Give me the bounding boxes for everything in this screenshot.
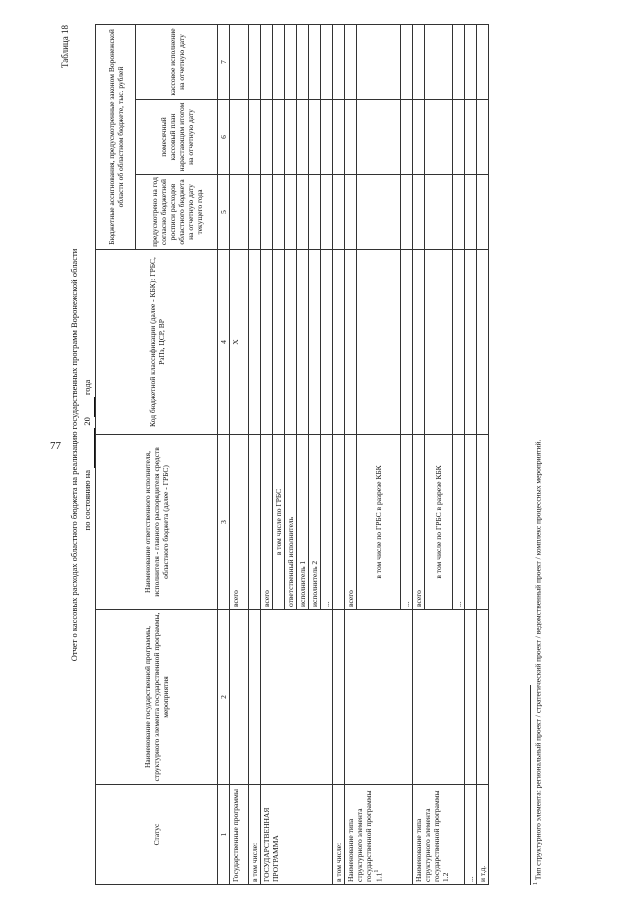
page-number: 77 [50,440,61,452]
executor-cell: в том числе по ГРБС [273,435,285,610]
value-cell [261,100,273,175]
name-cell [477,610,489,785]
kbk-cell [297,250,309,435]
status-cell: и т.д. [477,785,489,885]
footnote-ref: 1 [374,869,380,873]
value-cell [357,25,401,100]
value-cell [425,25,453,100]
value-cell [309,25,321,100]
executor-cell: ответственный исполнитель [285,435,297,610]
footnote [533,440,543,885]
status-cell: ГОСУДАРСТВЕННАЯ ПРОГРАММА [261,785,333,885]
value-cell [261,25,273,100]
executor-cell: всего [261,435,273,610]
header-kbk: Код бюджетной классификации (далее - КБК): ГРБС, РзПз, ЦСР, ВР [96,250,218,435]
value-cell [413,25,425,100]
status-cell: Государственные программы [230,785,249,885]
name-cell [261,610,333,785]
header-name: Наименование государственной программы, структурного элемента государственной программы, мероприятия [96,610,218,785]
footnote-mark: 1 [533,882,539,885]
report-title [68,15,95,895]
value-cell [357,100,401,175]
name-cell [230,610,249,785]
header-col6: помесячный кассовый план нарастающим итогом на отчетную дату [136,100,218,175]
kbk-cell [413,250,425,435]
kbk-cell [401,250,413,435]
title-suffix: года [82,379,92,396]
title-line-1: Отчет о кассовых расходах областного бюджета на реализацию государственных программ Воронежской области [69,248,79,662]
status-cell: в том числе: [249,785,261,885]
footnote-text: Тип структурного элемента: региональный проект / стратегический проект / ведомственный проект / комплекс процессных мероприятий. [533,439,543,881]
kbk-cell [273,250,285,435]
value-cell [333,175,345,250]
value-cell [465,100,477,175]
kbk-cell [261,250,273,435]
value-cell [321,175,333,250]
year-blank [81,397,95,417]
header-status: Статус [96,785,218,885]
value-cell [453,100,465,175]
value-cell [321,25,333,100]
value-cell [249,25,261,100]
status-cell: ... [465,785,477,885]
value-cell [413,175,425,250]
value-cell [273,25,285,100]
executor-cell: всего [230,435,249,610]
col-num-2: 2 [218,610,230,785]
kbk-cell: X [230,250,249,435]
value-cell [285,175,297,250]
value-cell [425,175,453,250]
value-cell [453,175,465,250]
header-col5: предусмотрено на год согласно бюджетной росписи расходов областного бюджета на отчетную дату текущего года [136,175,218,250]
executor-cell [249,435,261,610]
kbk-cell [453,250,465,435]
value-cell [477,175,489,250]
table-number: Таблица 18 [60,25,70,68]
header-budget: Бюджетные ассигнования, предусмотренные законом Воронежской области об областном бюджете, тыс. рублей [96,25,136,250]
table-row [465,25,477,885]
value-cell [285,100,297,175]
kbk-cell [333,250,345,435]
value-cell [401,175,413,250]
value-cell [333,100,345,175]
report-table [95,24,489,885]
executor-cell [477,435,489,610]
kbk-cell [321,250,333,435]
kbk-cell [425,250,453,435]
value-cell [261,175,273,250]
value-cell [249,175,261,250]
kbk-cell [357,250,401,435]
title-year: 20 [82,417,92,426]
value-cell [425,100,453,175]
executor-cell: ... [401,435,413,610]
value-cell [309,175,321,250]
executor-cell: исполнитель 1 [297,435,309,610]
value-cell [401,100,413,175]
footnote-divider [530,685,531,885]
kbk-cell [309,250,321,435]
executor-cell [465,435,477,610]
value-cell [345,25,357,100]
date-blank [81,428,95,468]
value-cell [249,100,261,175]
executor-cell: исполнитель 2 [309,435,321,610]
name-cell [333,610,345,785]
value-cell [230,175,249,250]
rotated-document [60,15,560,895]
executor-cell: ... [321,435,333,610]
executor-cell [333,435,345,610]
value-cell [285,25,297,100]
executor-cell: всего [345,435,357,610]
col-num-5: 5 [218,175,230,250]
table-row [230,25,249,885]
header-row [96,25,136,885]
value-cell [357,175,401,250]
kbk-cell [477,250,489,435]
col-num-1: 1 [218,785,230,885]
header-executor: Наименование ответственного исполнителя, исполнителя - главного распорядителя средств областного бюджета (далее - ГРБС) [96,435,218,610]
table-row [333,25,345,885]
table-row [249,25,261,885]
name-cell [413,610,465,785]
value-cell [465,175,477,250]
kbk-cell [249,250,261,435]
value-cell [345,175,357,250]
value-cell [297,25,309,100]
status-text: Наименование типа структурного элемента государственной программы 1.1 [346,790,384,882]
executor-cell: ... [453,435,465,610]
value-cell [465,25,477,100]
value-cell [413,100,425,175]
table-row [345,25,357,885]
col-num-6: 6 [218,100,230,175]
value-cell [345,100,357,175]
value-cell [230,25,249,100]
status-cell [345,785,413,885]
header-col7: кассовое исполнение на отчетную дату [136,25,218,100]
value-cell [477,100,489,175]
table-row [477,25,489,885]
value-cell [321,100,333,175]
kbk-cell [345,250,357,435]
value-cell [297,100,309,175]
col-num-7: 7 [218,25,230,100]
value-cell [401,25,413,100]
value-cell [230,100,249,175]
value-cell [273,175,285,250]
kbk-cell [465,250,477,435]
table-row [261,25,273,885]
kbk-cell [285,250,297,435]
value-cell [273,100,285,175]
value-cell [453,25,465,100]
col-num-3: 3 [218,435,230,610]
executor-cell: в том числе по ГРБС в разрезе КБК [425,435,453,610]
executor-cell: в том числе по ГРБС в разрезе КБК [357,435,401,610]
name-cell [345,610,413,785]
status-cell: Наименование типа структурного элемента государственной программы 1.2 [413,785,465,885]
title-line-2 [81,15,95,895]
name-cell [249,610,261,785]
value-cell [297,175,309,250]
value-cell [333,25,345,100]
name-cell [465,610,477,785]
column-number-row [218,25,230,885]
table-row [413,25,425,885]
value-cell [309,100,321,175]
value-cell [477,25,489,100]
col-num-4: 4 [218,250,230,435]
title-prefix: по состоянию на [82,469,92,531]
executor-cell: всего [413,435,425,610]
status-cell: в том числе: [333,785,345,885]
